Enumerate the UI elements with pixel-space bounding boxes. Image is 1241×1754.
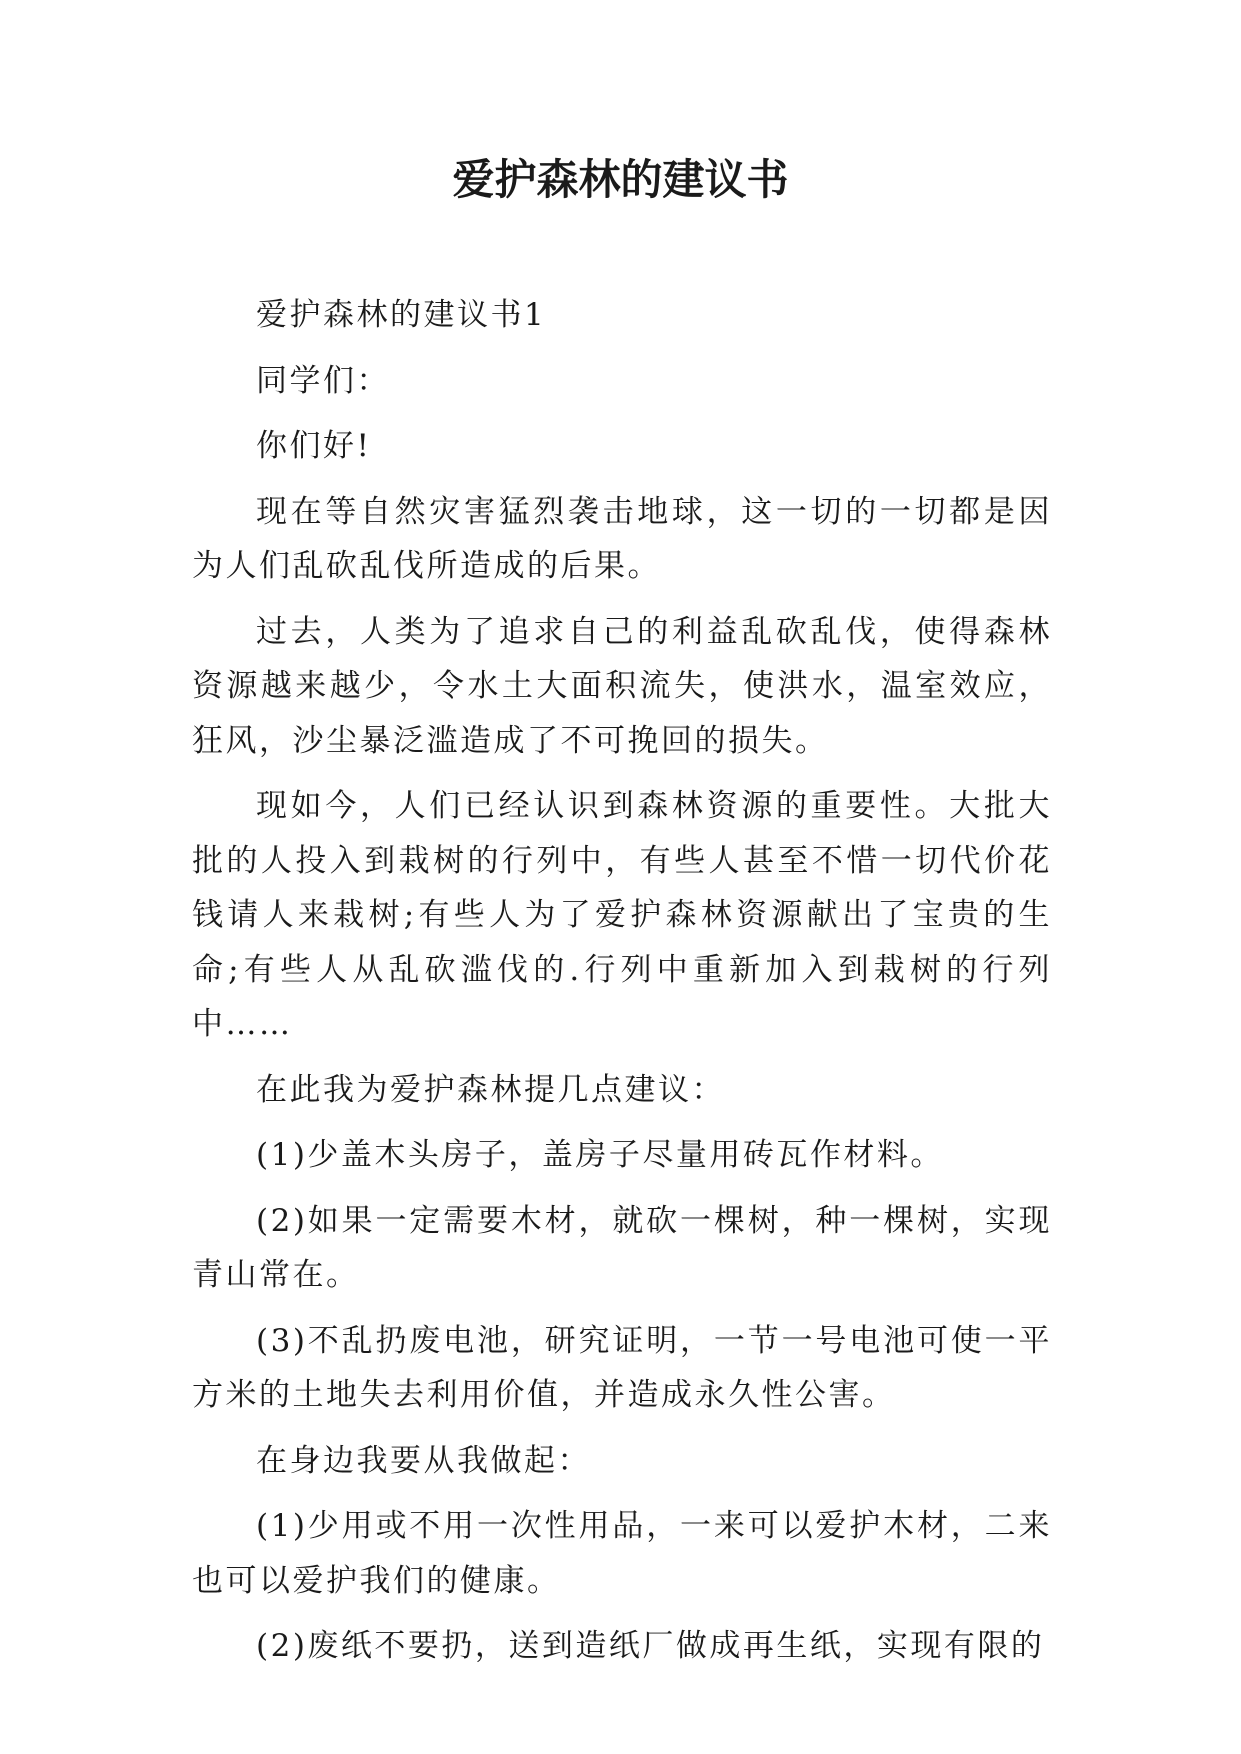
- paragraph: 现在等自然灾害猛烈袭击地球，这一切的一切都是因为人们乱砍乱伐所造成的后果。: [192, 493, 1052, 584]
- document-body: [192, 288, 1052, 1685]
- greeting: 你们好!: [256, 428, 372, 464]
- paragraph: 现如今，人们已经认识到森林资源的重要性。大批大批的人投入到栽树的行列中，有些人甚至不惜一切代价花钱请人来栽树;有些人为了爱护森林资源献出了宝贵的生命;有些人从乱砍滥伐的.行列中重新加入到栽树的行列中……: [192, 788, 1052, 1042]
- action-item: (2)废纸不要扔，送到造纸厂做成再生纸，实现有限的: [256, 1628, 1045, 1664]
- action-item: (1)少用或不用一次性用品，一来可以爱护木材，二来也可以爱护我们的健康。: [192, 1508, 1052, 1599]
- document-title: 爱护森林的建议书: [452, 155, 789, 204]
- suggestion-item: (1)少盖木头房子，盖房子尽量用砖瓦作材料。: [256, 1137, 944, 1173]
- section-heading: 爱护森林的建议书1: [256, 297, 547, 333]
- paragraph: 过去，人类为了追求自己的利益乱砍乱伐，使得森林资源越来越少，令水土大面积流失，使洪水，温室效应，狂风，沙尘暴泛滥造成了不可挽回的损失。: [192, 613, 1052, 759]
- paragraph: 在身边我要从我做起：: [256, 1442, 591, 1479]
- suggestion-item: (3)不乱扔废电池，研究证明，一节一号电池可使一平方米的土地失去利用价值，并造成永久性公害。: [192, 1322, 1052, 1413]
- suggestion-item: (2)如果一定需要木材，就砍一棵树，种一棵树，实现青山常在。: [192, 1202, 1052, 1293]
- salutation: 同学们：: [256, 362, 390, 399]
- paragraph: 在此我为爱护森林提几点建议：: [256, 1071, 725, 1108]
